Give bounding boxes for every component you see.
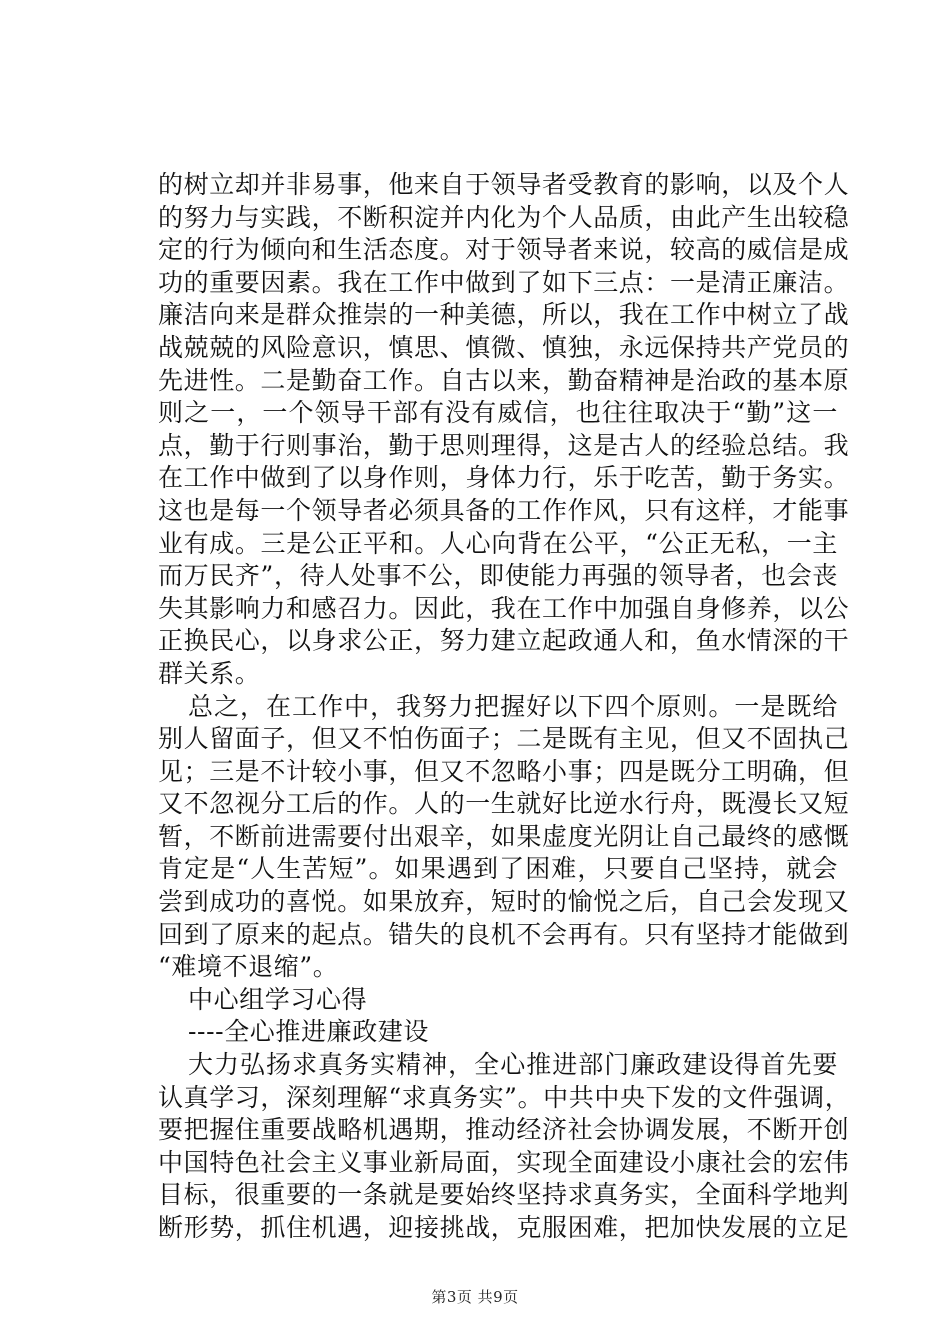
text-line: 别人留面子，但又不怕伤面子；二是既有主见，但又不固执己	[158, 724, 850, 754]
text-line: 定的行为倾向和生活态度。对于领导者来说，较高的威信是成	[158, 235, 850, 265]
section-subheading: ----全心推进廉政建设	[188, 1017, 429, 1047]
text-line: 的努力与实践，不断积淀并内化为个人品质，由此产生出较稳	[158, 202, 850, 232]
text-line: 失其影响力和感召力。因此，我在工作中加强自身修养，以公	[158, 593, 850, 623]
text-line: 而万民齐”，待人处事不公，即使能力再强的领导者，也会丧	[158, 561, 838, 591]
text-line: 则之一，一个领导干部有没有威信，也往往取决于“勤”这一	[158, 398, 838, 428]
text-line: 暂，不断前进需要付出艰辛，如果虚度光阴让自己最终的感慨	[158, 821, 850, 851]
paragraph-first-line: 总之，在工作中，我努力把握好以下四个原则。一是既给	[188, 691, 838, 721]
text-line: 中国特色社会主义事业新局面，实现全面建设小康社会的宏伟	[158, 1147, 850, 1177]
text-line: 点，勤于行则事治，勤于思则理得，这是古人的经验总结。我	[158, 430, 850, 460]
text-line: 先进性。二是勤奋工作。自古以来，勤奋精神是治政的基本原	[158, 365, 850, 395]
text-line: 肯定是“人生苦短”。如果遇到了困难，只要自己坚持，就会	[158, 854, 838, 884]
page-number-footer: 第3页 共9页	[431, 1288, 519, 1306]
text-line: 正换民心，以身求公正，努力建立起政通人和，鱼水情深的干	[158, 626, 850, 656]
section-heading: 中心组学习心得	[188, 984, 368, 1014]
text-line: 尝到成功的喜悦。如果放弃，短时的愉悦之后，自己会发现又	[158, 887, 850, 917]
text-line: “难境不退缩”。	[158, 952, 339, 982]
text-line: 功的重要因素。我在工作中做到了如下三点：一是清正廉洁。	[158, 267, 850, 297]
text-line: 回到了原来的起点。错失的良机不会再有。只有坚持才能做到	[158, 919, 850, 949]
text-line: 业有成。三是公正平和。人心向背在公平，“公正无私，一主	[158, 528, 838, 558]
text-line: 在工作中做到了以身作则，身体力行，乐于吃苦，勤于务实。	[158, 463, 850, 493]
paragraph-first-line: 大力弘扬求真务实精神，全心推进部门廉政建设得首先要	[188, 1050, 838, 1080]
text-line: 见；三是不计较小事，但又不忽略小事；四是既分工明确，但	[158, 756, 850, 786]
text-line: 要把握住重要战略机遇期，推动经济社会协调发展，不断开创	[158, 1115, 850, 1145]
text-line: 的树立却并非易事，他来自于领导者受教育的影响，以及个人	[158, 170, 850, 199]
text-line: 廉洁向来是群众推崇的一种美德，所以，我在工作中树立了战	[158, 300, 850, 330]
text-line: 断形势，抓住机遇，迎接挑战，克服困难，把加快发展的立足	[158, 1213, 850, 1242]
text-line: 目标，很重要的一条就是要始终坚持求真务实，全面科学地判	[158, 1180, 850, 1210]
text-line: 这也是每一个领导者必须具备的工作作风，只有这样，才能事	[158, 495, 850, 525]
text-line: 群关系。	[158, 658, 261, 688]
body-text	[158, 169, 851, 1245]
text-line: 认真学习，深刻理解“求真务实”。中共中央下发的文件强调，	[158, 1082, 851, 1112]
text-line: 战兢兢的风险意识，慎思、慎微、慎独，永远保持共产党员的	[158, 332, 850, 362]
text-line: 又不忽视分工后的作。人的一生就好比逆水行舟，既漫长又短	[158, 789, 850, 819]
